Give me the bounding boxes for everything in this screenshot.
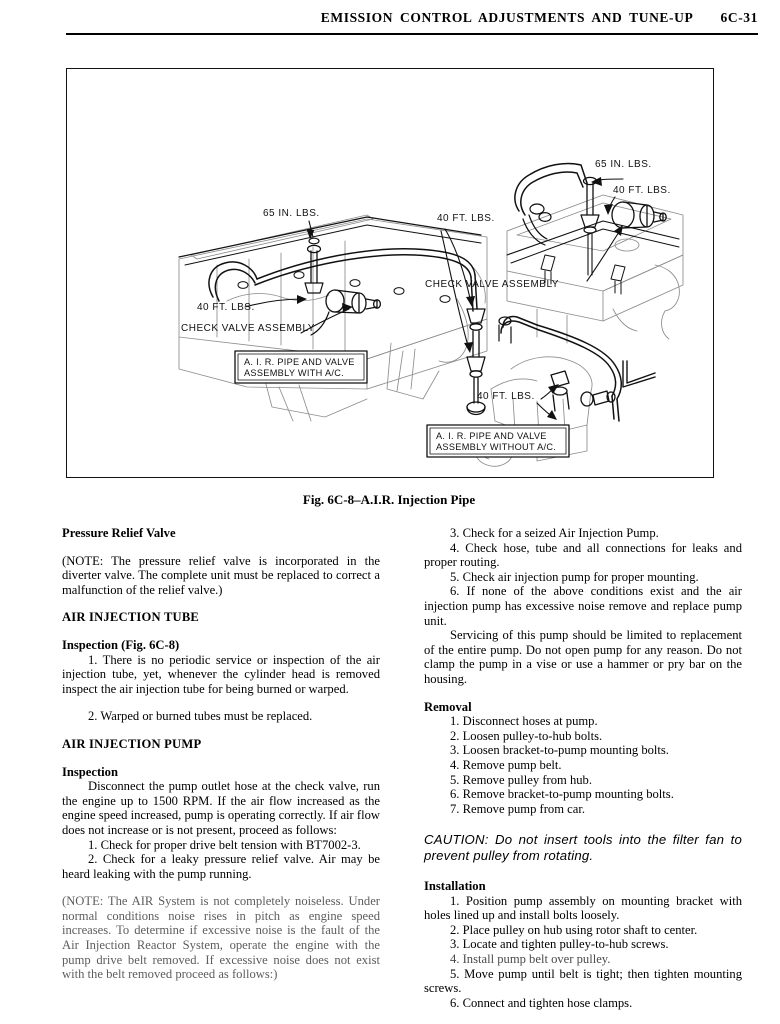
heading-air-injection-pump: AIR INJECTION PUMP [62, 736, 202, 751]
pump-check-item-4: 4. Check hose, tube and all connections for leaks and proper routing. [424, 540, 742, 570]
left-column [62, 526, 380, 982]
note-pressure-relief-valve: (NOTE: The pressure relief valve is incorporated in the diverter valve. The complete unit must be replaced to correct a malfunction of the relief valve.) [62, 553, 380, 597]
figure-label-with-ac-line1: A. I. R. PIPE AND VALVE [244, 357, 355, 367]
heading-pressure-relief-valve: Pressure Relief Valve [62, 526, 176, 540]
figure-label-without-ac-line2: ASSEMBLY WITHOUT A/C. [436, 442, 557, 452]
pump-inspection-item-1: 1. Check for proper drive belt tension with BT7002-3. [88, 837, 361, 852]
callout-right-check-valve: CHECK VALVE ASSEMBLY [425, 279, 559, 290]
figure-caption: Fig. 6C-8–A.I.R. Injection Pipe [302, 492, 476, 507]
installation-item-4: 4. Install pump belt over pulley. [450, 952, 611, 967]
figure-illustration [67, 69, 713, 477]
callout-lower-40-ft-lbs: 40 FT. LBS. [477, 391, 535, 402]
removal-item-3: 3. Loosen bracket-to-pump mounting bolts. [450, 743, 669, 758]
tube-inspection-item-1: 1. There is no periodic service or inspection of the air injection tube, yet, whenever the cylinder head is removed inspect the air injection tube for being burned or warped. [62, 652, 380, 696]
caution-note: CAUTION: Do not insert tools into the filter fan to prevent pulley from rotating. [424, 832, 742, 863]
pump-check-item-6: 6. If none of the above conditions exist and the air injection pump has excessive noise remove and replace pump unit. [424, 584, 742, 628]
note-air-system-noise: (NOTE: The AIR System is not completely noiseless. Under normal conditions noise rises in pitch as engine speed increases. To determine if excessive noise is the fault of the Air Injection Reactor System, operate the engine with the pump drive belt removed. If excessive noise does not exist with the belt removed proceed as follows:) [62, 894, 380, 982]
callout-left-65-in-lbs: 65 IN. LBS. [263, 208, 320, 219]
pump-servicing-note: Servicing of this pump should be limited to replacement of the entire pump. Do not open pump for any reason. Do not clamp the pump in a vise or use a hammer or pry bar on the housing. [424, 628, 742, 686]
callout-left-40-ft-lbs-low: 40 FT. LBS. [197, 302, 255, 313]
removal-item-7: 7. Remove pump from car. [450, 801, 586, 816]
heading-installation: Installation [424, 879, 486, 894]
figure-air-injection-pipe [66, 68, 714, 478]
installation-item-1: 1. Position pump assembly on mounting bracket with holes lined up and install bolts loosely. [424, 893, 742, 923]
installation-item-3: 3. Locate and tighten pulley-to-hub screws. [450, 937, 669, 952]
pump-inspection-item-2: 2. Check for a leaky pressure relief valve. Air may be heard leaking with the pump running. [62, 852, 380, 881]
callout-left-40-ft-lbs-top: 40 FT. LBS. [437, 213, 495, 224]
heading-inspection-fig-6c-8: Inspection (Fig. 6C-8) [62, 637, 180, 652]
heading-removal: Removal [424, 699, 472, 714]
page-header [66, 10, 758, 36]
figure-label-with-ac-line2: ASSEMBLY WITH A/C. [244, 368, 345, 378]
removal-item-1: 1. Disconnect hoses at pump. [450, 714, 598, 729]
callout-right-65-in-lbs: 65 IN. LBS. [595, 159, 652, 170]
pump-inspection-intro: Disconnect the pump outlet hose at the check valve, run the engine up to 1500 RPM. If the air flow increased as the engine speed increased, pump is operating correctly. If air flow does not increase or is not present, proceed as follows: [62, 779, 380, 837]
heading-air-injection-tube: AIR INJECTION TUBE [62, 610, 200, 625]
page-header-text [321, 10, 758, 26]
pump-check-item-3: 3. Check for a seized Air Injection Pump. [450, 526, 659, 540]
right-column [424, 526, 742, 1010]
removal-item-6: 6. Remove bracket-to-pump mounting bolts. [450, 787, 674, 802]
callout-left-check-valve: CHECK VALVE ASSEMBLY [181, 323, 315, 334]
removal-item-2: 2. Loosen pulley-to-hub bolts. [450, 728, 603, 743]
figure-label-without-ac-line1: A. I. R. PIPE AND VALVE [436, 431, 547, 441]
removal-item-5: 5. Remove pulley from hub. [450, 772, 593, 787]
installation-item-6: 6. Connect and tighten hose clamps. [450, 995, 633, 1010]
installation-item-2: 2. Place pulley on hub using rotor shaft to center. [450, 922, 698, 937]
callout-right-40-ft-lbs: 40 FT. LBS. [613, 185, 671, 196]
removal-item-4: 4. Remove pump belt. [450, 757, 562, 772]
heading-pump-inspection: Inspection [62, 764, 118, 779]
tube-inspection-item-2: 2. Warped or burned tubes must be replaced. [88, 709, 313, 724]
page-number: 6C-31 [720, 10, 758, 25]
page-header-title: EMISSION CONTROL ADJUSTMENTS AND TUNE-UP [320, 10, 693, 25]
header-rule [66, 33, 758, 35]
installation-item-5: 5. Move pump until belt is tight; then tighten mounting screws. [424, 966, 742, 996]
pump-check-item-5: 5. Check air injection pump for proper mounting. [450, 569, 699, 584]
